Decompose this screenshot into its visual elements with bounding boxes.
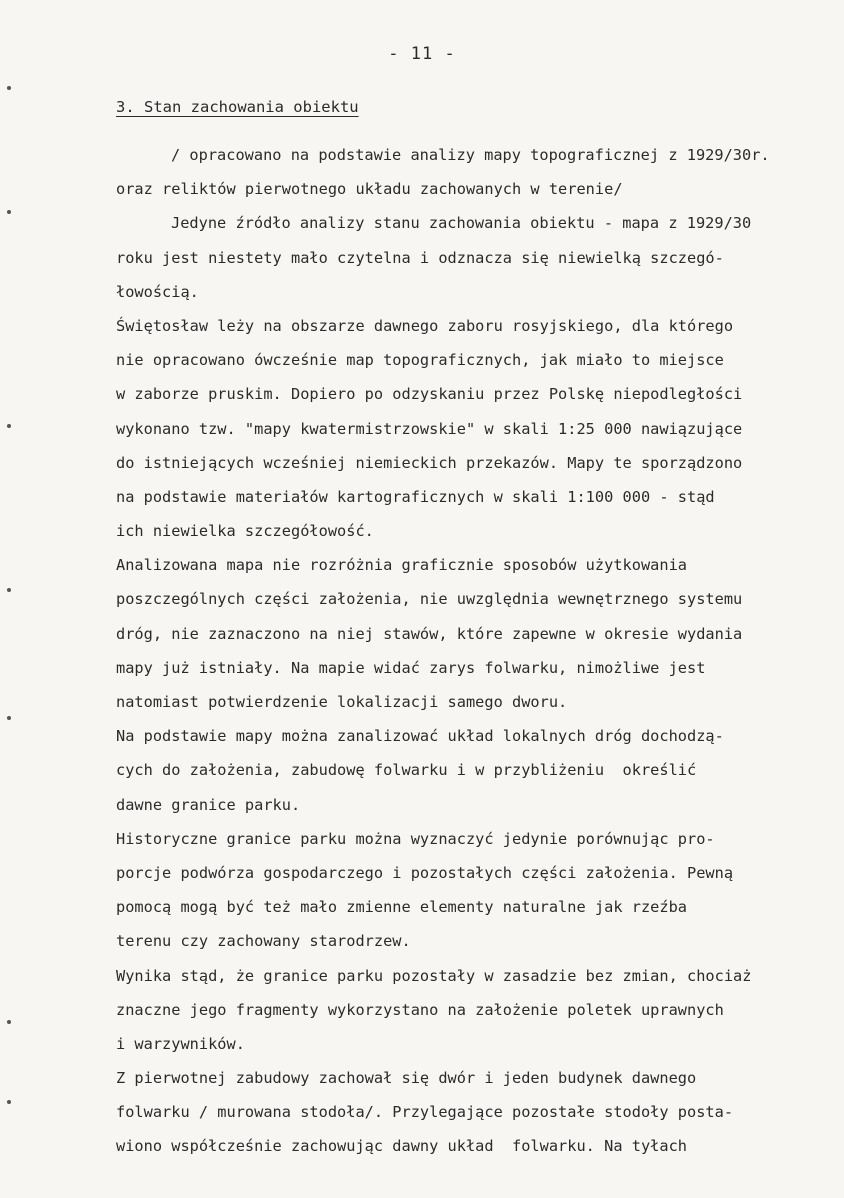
text-line: do istniejących wcześniej niemieckich przekazów. Mapy te sporządzono [116,453,743,472]
text-line: dawne granice parku. [116,795,301,814]
text-line: roku jest niestety mało czytelna i odznacza się niewielką szczegó- [116,248,724,267]
text-line: Analizowana mapa nie rozróżnia graficznie sposobów użytkowania [116,556,687,575]
binding-hole-mark [7,1020,11,1024]
binding-hole-mark [7,1100,11,1104]
text-line: dróg, nie zaznaczono na niej stawów, które zapewne w okresie wydania [116,624,743,643]
text-line: i warzywników. [116,1034,245,1053]
section-heading: 3. Stan zachowania obiektu [116,98,359,116]
body-text [116,138,840,1164]
text-line: folwarku / murowana stodoła/. Przylegające pozostałe stodoły posta- [116,1103,734,1122]
text-line: wiono współcześnie zachowując dawny układ folwarku. Na tyłach [116,1137,687,1156]
text-line: łowością. [116,282,199,301]
text-line: / opracowano na podstawie analizy mapy topograficznej z 1929/30r. [171,146,770,164]
text-line: wykonano tzw. "mapy kwatermistrzowskie" w skali 1:25 000 nawiązujące [116,419,743,438]
text-line: Historyczne granice parku można wyznaczyć jedynie porównując pro- [116,829,715,848]
binding-hole-mark [7,588,11,592]
binding-hole-mark [7,210,11,214]
text-line: Na podstawie mapy można zanalizować układ lokalnych dróg dochodzą- [116,727,724,746]
text-line: pomocą mogą być też mało zmienne elementy naturalne jak rzeźba [116,898,687,917]
text-line: poszczególnych części założenia, nie uwzględnia wewnętrznego systemu [116,590,743,609]
text-line: oraz reliktów pierwotnego układu zachowanych w terenie/ [116,180,623,199]
text-line: ich niewielka szczegółowość. [116,522,374,541]
binding-hole-mark [7,86,11,90]
text-line: Z pierwotnej zabudowy zachował się dwór i jeden budynek dawnego [116,1069,697,1088]
text-line: Wynika stąd, że granice parku pozostały w zasadzie bez zmian, chociaż [116,966,752,985]
page-number: - 11 - [388,44,456,64]
text-line: porcje podwórza gospodarczego i pozostałych części założenia. Pewną [116,863,734,882]
text-line: w zaborze pruskim. Dopiero po odzyskaniu przez Polskę niepodległości [116,385,743,404]
binding-hole-mark [7,716,11,720]
text-line: nie opracowano ówcześnie map topograficznych, jak miało to miejsce [116,351,724,370]
text-line: natomiast potwierdzenie lokalizacji samego dworu. [116,693,568,711]
text-line: cych do założenia, zabudowę folwarku i w przybliżeniu określić [116,761,697,780]
text-line: na podstawie materiałów kartograficznych w skali 1:100 000 - stąd [116,487,715,506]
text-line: mapy już istniały. Na mapie widać zarys folwarku, nimożliwe jest [116,658,706,677]
text-line: Świętosław leży na obszarze dawnego zaboru rosyjskiego, dla którego [116,316,734,335]
text-line: Jedyne źródło analizy stanu zachowania obiektu - mapa z 1929/30 [171,214,752,233]
text-line: znaczne jego fragmenty wykorzystano na założenie poletek uprawnych [116,1000,724,1019]
text-line: terenu czy zachowany starodrzew. [116,932,411,951]
binding-hole-mark [7,424,11,428]
